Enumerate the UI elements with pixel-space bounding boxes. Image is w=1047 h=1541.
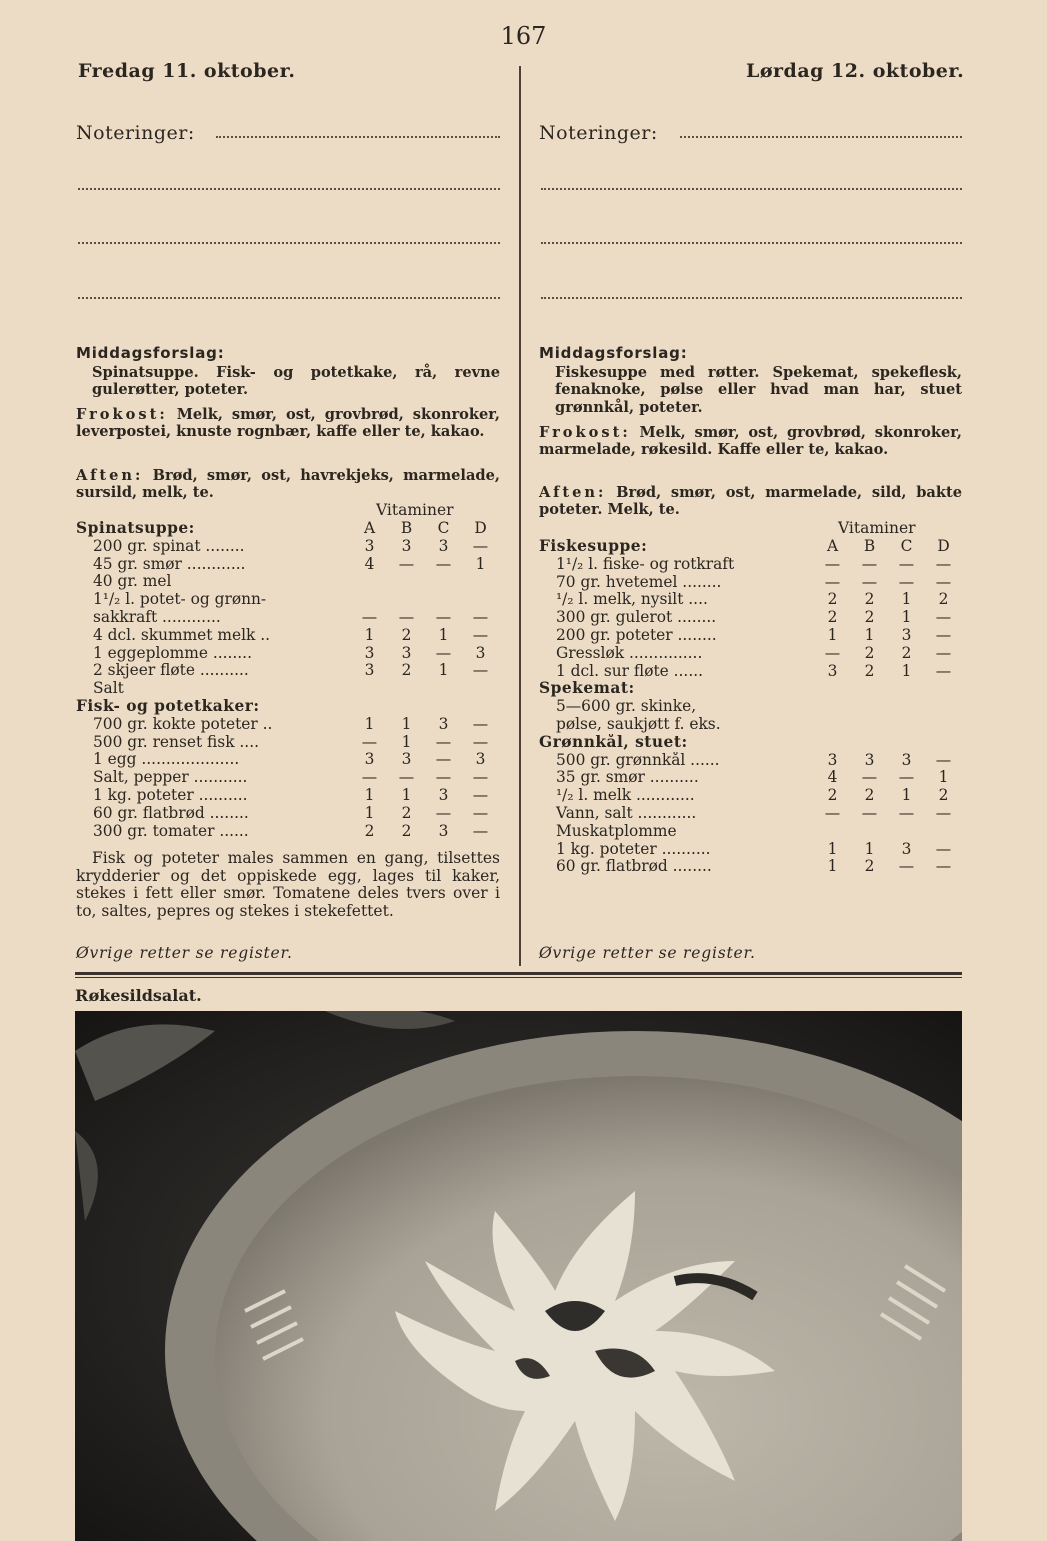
- vitamin-value: 3: [475, 643, 486, 662]
- dish-photo-svg: [75, 1011, 962, 1541]
- vitamin-value: [851, 823, 888, 841]
- right-middag-text: Fiskesuppe med røtter. Spekemat, spekeflesk, fenaknoke, pølse eller hvad man har, stuet grønnkål, poteter.: [555, 364, 962, 416]
- vitamin-value: —: [398, 607, 415, 626]
- vitamin-value: [814, 680, 851, 698]
- ingredient-name: pølse, saukjøtt f. eks.: [556, 715, 721, 733]
- vitamin-value: 1: [364, 803, 375, 822]
- vitamin-value: —: [398, 768, 415, 787]
- vitamin-value: [388, 698, 425, 716]
- ingredient-name: 300 gr. tomater ......: [93, 822, 249, 840]
- right-aften: [539, 484, 962, 519]
- vitamin-value: [462, 680, 499, 698]
- vitamin-value: 1: [827, 857, 838, 876]
- vitamin-value: —: [824, 803, 841, 822]
- vitamin-value: [462, 591, 499, 609]
- frokost-text: Melk, smør, ost, grovbrød, skonroker, marmelade, røkesild. Kaffe eller te, kakao.: [539, 424, 962, 459]
- ingredient-name: 1 kg. poteter ..........: [93, 786, 248, 804]
- vitamin-value: 3: [901, 839, 912, 858]
- ingredient-name: 40 gr. mel: [93, 573, 172, 591]
- vitamin-value: 2: [864, 643, 875, 662]
- vitamin-value: 2: [827, 608, 838, 627]
- vitamin-value: —: [898, 554, 915, 573]
- vitamin-value: 4: [364, 554, 375, 573]
- vitamin-row: [76, 823, 499, 841]
- dish-photo: [75, 1011, 962, 1541]
- vitamin-value: 3: [364, 661, 375, 680]
- photo-caption: Røkesildsalat.: [75, 986, 202, 1005]
- page-number: 167: [500, 22, 547, 50]
- left-aften: [76, 467, 500, 502]
- vitamin-value: 2: [827, 786, 838, 805]
- ingredient-name: 1¹/₂ l. potet- og grønn-: [93, 591, 267, 609]
- vitamin-value: —: [435, 607, 452, 626]
- left-notes-line[interactable]: [78, 242, 500, 244]
- right-notes-line[interactable]: [541, 188, 962, 190]
- vitamin-value: [425, 573, 462, 591]
- vitamin-row: [76, 716, 499, 734]
- vitamin-value: [814, 698, 851, 716]
- left-notes-line[interactable]: [78, 297, 500, 299]
- vitamin-value: 1: [401, 714, 412, 733]
- right-notes-line[interactable]: [680, 136, 962, 138]
- ingredient-name: 1 dcl. sur fløte ......: [556, 662, 703, 680]
- vitamin-value: —: [824, 554, 841, 573]
- vitamin-value: [888, 734, 925, 752]
- vitamin-row: [539, 538, 962, 556]
- vitamin-value: 1: [901, 590, 912, 609]
- vitamin-value: 2: [864, 608, 875, 627]
- left-middag-text: Spinatsuppe. Fisk- og potetkake, rå, revne gulerøtter, poteter.: [92, 364, 500, 399]
- right-vitamins-label: Vitaminer: [838, 519, 916, 537]
- vitamin-value: [425, 591, 462, 609]
- vitamin-row: [539, 769, 962, 787]
- vitamin-value: 3: [438, 821, 449, 840]
- ingredient-name: Vann, salt ............: [556, 804, 697, 822]
- vitamin-value: [814, 734, 851, 752]
- ingredient-name: 1 egg ....................: [93, 751, 240, 769]
- right-day-heading: Lørdag 12. oktober.: [746, 60, 965, 82]
- right-vitamin-table: [539, 538, 962, 876]
- vitamin-value: [388, 591, 425, 609]
- vitamin-value: —: [824, 572, 841, 591]
- vitamin-row: [76, 751, 499, 769]
- vitamin-row: [539, 858, 962, 876]
- vitamin-value: 3: [364, 643, 375, 662]
- vitamin-value: 3: [401, 643, 412, 662]
- ingredient-name: Fisk- og potetkaker:: [76, 697, 260, 715]
- left-procedure: Fisk og poteter males sammen en gang, tilsettes krydderier og det oppiskede egg, lages til kaker, stekes i fett eller smør. Tomatene deles tvers over i to, saltes, pepres og stekes i stekefettet.: [76, 849, 500, 920]
- left-notes-line[interactable]: [216, 136, 500, 138]
- vitamin-value: 3: [438, 714, 449, 733]
- right-notes-line[interactable]: [541, 297, 962, 299]
- vitamin-value: —: [935, 608, 952, 627]
- vitamin-row: [539, 591, 962, 609]
- vitamin-value: —: [435, 803, 452, 822]
- vitamin-row: [539, 734, 962, 752]
- ingredient-name: ¹/₂ l. melk ............: [556, 787, 695, 805]
- right-frokost: [539, 424, 962, 459]
- vitamin-value: 3: [827, 750, 838, 769]
- aften-label: Aften:: [76, 467, 144, 484]
- vitamin-row: [76, 645, 499, 663]
- left-vitamins-label: Vitaminer: [376, 501, 454, 519]
- vitamin-value: 2: [401, 821, 412, 840]
- aften-label: Aften:: [539, 484, 607, 501]
- vitamin-row: [76, 573, 499, 591]
- vitamin-value: [925, 680, 962, 698]
- ingredient-name: Fiskesuppe:: [539, 538, 648, 555]
- vitamin-value: 4: [827, 768, 838, 787]
- vitamin-value: 3: [438, 785, 449, 804]
- aften-text: Brød, smør, ost, havrekjeks, marmelade, sursild, melk, te.: [76, 467, 500, 502]
- bottom-rule: [75, 972, 962, 975]
- vitamin-row: [539, 805, 962, 823]
- ingredient-name: 200 gr. poteter ........: [556, 626, 717, 644]
- ingredient-name: Gressløk ...............: [556, 644, 703, 662]
- ingredient-name: Muskatplomme: [556, 822, 677, 840]
- vitamin-value: [462, 573, 499, 591]
- vitamin-row: [76, 627, 499, 645]
- vitamin-row: [539, 752, 962, 770]
- vitamin-value: 2: [401, 625, 412, 644]
- vitamin-value: 3: [901, 625, 912, 644]
- vitamin-value: 3: [364, 750, 375, 769]
- ingredient-name: 45 gr. smør ............: [93, 555, 246, 573]
- vitamin-value: —: [472, 821, 489, 840]
- vitamin-value: A: [826, 537, 839, 555]
- ingredient-name: Spekemat:: [539, 680, 635, 698]
- vitamin-row: [539, 698, 962, 716]
- vitamin-value: —: [935, 554, 952, 573]
- vitamin-row: [76, 680, 499, 698]
- vitamin-value: [388, 680, 425, 698]
- vitamin-row: [539, 823, 962, 841]
- vitamin-row: [539, 716, 962, 734]
- vitamin-value: 2: [827, 590, 838, 609]
- vitamin-value: 1: [364, 785, 375, 804]
- ingredient-name: 4 dcl. skummet melk ..: [93, 626, 270, 644]
- vitamin-row: [76, 556, 499, 574]
- vitamin-row: [539, 645, 962, 663]
- vitamin-value: —: [398, 554, 415, 573]
- vitamin-value: [851, 698, 888, 716]
- vitamin-value: —: [935, 839, 952, 858]
- vitamin-row: [76, 538, 499, 556]
- vitamin-value: 1: [901, 661, 912, 680]
- vitamin-value: 3: [475, 750, 486, 769]
- ingredient-name: Salt, pepper ...........: [93, 769, 248, 787]
- left-notes-label: Noteringer:: [76, 122, 195, 144]
- ingredient-name: 1 eggeplomme ........: [93, 644, 252, 662]
- vitamin-value: [814, 823, 851, 841]
- vitamin-value: D: [474, 519, 487, 537]
- ingredient-name: 300 gr. gulerot ........: [556, 609, 717, 627]
- vitamin-row: [539, 609, 962, 627]
- vitamin-value: 2: [864, 661, 875, 680]
- vitamin-row: [76, 787, 499, 805]
- vitamin-value: 1: [364, 625, 375, 644]
- vitamin-value: —: [861, 768, 878, 787]
- aften-text: Brød, smør, ost, marmelade, sild, bakte poteter. Melk, te.: [539, 484, 962, 519]
- vitamin-value: [925, 823, 962, 841]
- vitamin-value: [888, 698, 925, 716]
- vitamin-row: [539, 663, 962, 681]
- vitamin-value: 1: [438, 625, 449, 644]
- vitamin-value: 1: [438, 661, 449, 680]
- vitamin-value: 3: [401, 750, 412, 769]
- vitamin-value: 1: [901, 608, 912, 627]
- vitamin-value: 2: [864, 857, 875, 876]
- vitamin-value: —: [861, 554, 878, 573]
- vitamin-value: [925, 716, 962, 734]
- column-divider: [519, 66, 521, 966]
- ingredient-name: 500 gr. renset fisk ....: [93, 733, 259, 751]
- ingredient-name: 60 gr. flatbrød ........: [93, 804, 249, 822]
- ingredient-name: 35 gr. smør ..........: [556, 769, 699, 787]
- left-notes-line[interactable]: [78, 188, 500, 190]
- vitamin-value: B: [863, 537, 876, 555]
- vitamin-value: —: [824, 643, 841, 662]
- vitamin-value: [351, 680, 388, 698]
- vitamin-value: [351, 573, 388, 591]
- left-day-heading: Fredag 11. oktober.: [78, 60, 296, 82]
- frokost-label: Frokost:: [76, 406, 168, 423]
- vitamin-value: 1: [827, 625, 838, 644]
- ingredient-name: Grønnkål, stuet:: [539, 733, 688, 751]
- vitamin-value: —: [861, 572, 878, 591]
- vitamin-value: 3: [401, 536, 412, 555]
- left-middag-label: Middagsforslag:: [76, 344, 225, 362]
- vitamin-value: —: [472, 625, 489, 644]
- vitamin-value: [425, 680, 462, 698]
- vitamin-value: [851, 716, 888, 734]
- vitamin-value: —: [472, 785, 489, 804]
- ingredient-name: Spinatsuppe:: [76, 520, 195, 537]
- vitamin-value: 1: [864, 839, 875, 858]
- vitamin-value: 2: [401, 661, 412, 680]
- vitamin-value: —: [472, 803, 489, 822]
- right-other-recipes[interactable]: Øvrige retter se register.: [539, 944, 756, 962]
- vitamin-value: —: [361, 732, 378, 751]
- vitamin-row: [76, 698, 499, 716]
- ingredient-name: 700 gr. kokte poteter ..: [93, 715, 273, 733]
- vitamin-value: 2: [901, 643, 912, 662]
- vitamin-value: [888, 680, 925, 698]
- vitamin-value: [851, 734, 888, 752]
- vitamin-value: [388, 573, 425, 591]
- right-middag-label: Middagsforslag:: [539, 344, 688, 362]
- vitamin-value: C: [437, 519, 450, 537]
- vitamin-value: [888, 823, 925, 841]
- vitamin-value: 1: [364, 714, 375, 733]
- vitamin-value: —: [435, 554, 452, 573]
- vitamin-row: [76, 662, 499, 680]
- frokost-label: Frokost:: [539, 424, 631, 441]
- vitamin-value: 1: [475, 554, 486, 573]
- vitamin-value: —: [361, 768, 378, 787]
- ingredient-name: Salt: [93, 680, 124, 698]
- ingredient-name: 1¹/₂ l. fiske- og rotkraft: [556, 555, 735, 573]
- vitamin-value: 3: [364, 536, 375, 555]
- vitamin-value: —: [435, 732, 452, 751]
- vitamin-row: [76, 805, 499, 823]
- ingredient-name: ¹/₂ l. melk, nysilt ....: [556, 591, 708, 609]
- vitamin-value: —: [935, 803, 952, 822]
- vitamin-row: [76, 520, 499, 538]
- vitamin-value: —: [898, 768, 915, 787]
- vitamin-value: —: [898, 803, 915, 822]
- vitamin-value: —: [861, 803, 878, 822]
- vitamin-value: 3: [901, 750, 912, 769]
- vitamin-row: [539, 574, 962, 592]
- frokost-text: Melk, smør, ost, grovbrød, skonroker, leverpostei, knuste rognbær, kaffe eller te, kakao.: [76, 406, 500, 441]
- vitamin-value: [351, 591, 388, 609]
- vitamin-value: 1: [827, 839, 838, 858]
- vitamin-value: —: [898, 572, 915, 591]
- vitamin-value: —: [435, 750, 452, 769]
- vitamin-value: 2: [864, 786, 875, 805]
- right-notes-line[interactable]: [541, 242, 962, 244]
- vitamin-value: —: [472, 607, 489, 626]
- vitamin-value: A: [363, 519, 376, 537]
- right-notes-label: Noteringer:: [539, 122, 658, 144]
- vitamin-value: 2: [938, 786, 949, 805]
- vitamin-value: 3: [827, 661, 838, 680]
- vitamin-value: 2: [864, 590, 875, 609]
- bottom-rule-thin: [75, 977, 962, 978]
- vitamin-value: 1: [401, 785, 412, 804]
- vitamin-value: —: [472, 732, 489, 751]
- vitamin-value: 1: [901, 786, 912, 805]
- vitamin-value: [925, 698, 962, 716]
- vitamin-value: 2: [938, 590, 949, 609]
- vitamin-value: [888, 716, 925, 734]
- ingredient-name: sakkraft ............: [93, 608, 221, 626]
- vitamin-value: —: [361, 607, 378, 626]
- vitamin-row: [76, 734, 499, 752]
- left-frokost: [76, 406, 500, 441]
- vitamin-value: C: [900, 537, 913, 555]
- vitamin-value: [462, 698, 499, 716]
- vitamin-value: —: [898, 857, 915, 876]
- vitamin-value: —: [472, 661, 489, 680]
- ingredient-name: 500 gr. grønnkål ......: [556, 751, 720, 769]
- vitamin-value: 1: [401, 732, 412, 751]
- vitamin-value: —: [935, 625, 952, 644]
- vitamin-value: 2: [364, 821, 375, 840]
- ingredient-name: 2 skjeer fløte ..........: [93, 662, 249, 680]
- left-vitamin-table: [76, 520, 499, 840]
- left-other-recipes[interactable]: Øvrige retter se register.: [76, 944, 293, 962]
- ingredient-name: 200 gr. spinat ........: [93, 537, 245, 555]
- ingredient-name: 1 kg. poteter ..........: [556, 840, 711, 858]
- vitamin-row: [539, 680, 962, 698]
- vitamin-value: —: [935, 572, 952, 591]
- vitamin-row: [76, 591, 499, 609]
- vitamin-value: 1: [864, 625, 875, 644]
- vitamin-value: —: [472, 768, 489, 787]
- vitamin-value: [425, 698, 462, 716]
- vitamin-row: [539, 556, 962, 574]
- vitamin-value: —: [935, 643, 952, 662]
- vitamin-value: —: [435, 643, 452, 662]
- vitamin-row: [76, 609, 499, 627]
- vitamin-value: [925, 734, 962, 752]
- vitamin-value: —: [472, 714, 489, 733]
- vitamin-value: [351, 698, 388, 716]
- vitamin-row: [76, 769, 499, 787]
- vitamin-value: [851, 680, 888, 698]
- vitamin-value: —: [435, 768, 452, 787]
- vitamin-value: 1: [938, 768, 949, 787]
- vitamin-row: [539, 841, 962, 859]
- vitamin-value: [814, 716, 851, 734]
- ingredient-name: 70 gr. hvetemel ........: [556, 573, 722, 591]
- vitamin-value: —: [935, 750, 952, 769]
- ingredient-name: 60 gr. flatbrød ........: [556, 858, 712, 876]
- ingredient-name: 5—600 gr. skinke,: [556, 698, 697, 716]
- vitamin-value: 3: [438, 536, 449, 555]
- vitamin-value: —: [935, 661, 952, 680]
- vitamin-value: 2: [401, 803, 412, 822]
- vitamin-row: [539, 787, 962, 805]
- vitamin-value: D: [937, 537, 950, 555]
- vitamin-value: —: [935, 857, 952, 876]
- vitamin-value: B: [400, 519, 413, 537]
- vitamin-row: [539, 627, 962, 645]
- vitamin-value: 3: [864, 750, 875, 769]
- vitamin-value: —: [472, 536, 489, 555]
